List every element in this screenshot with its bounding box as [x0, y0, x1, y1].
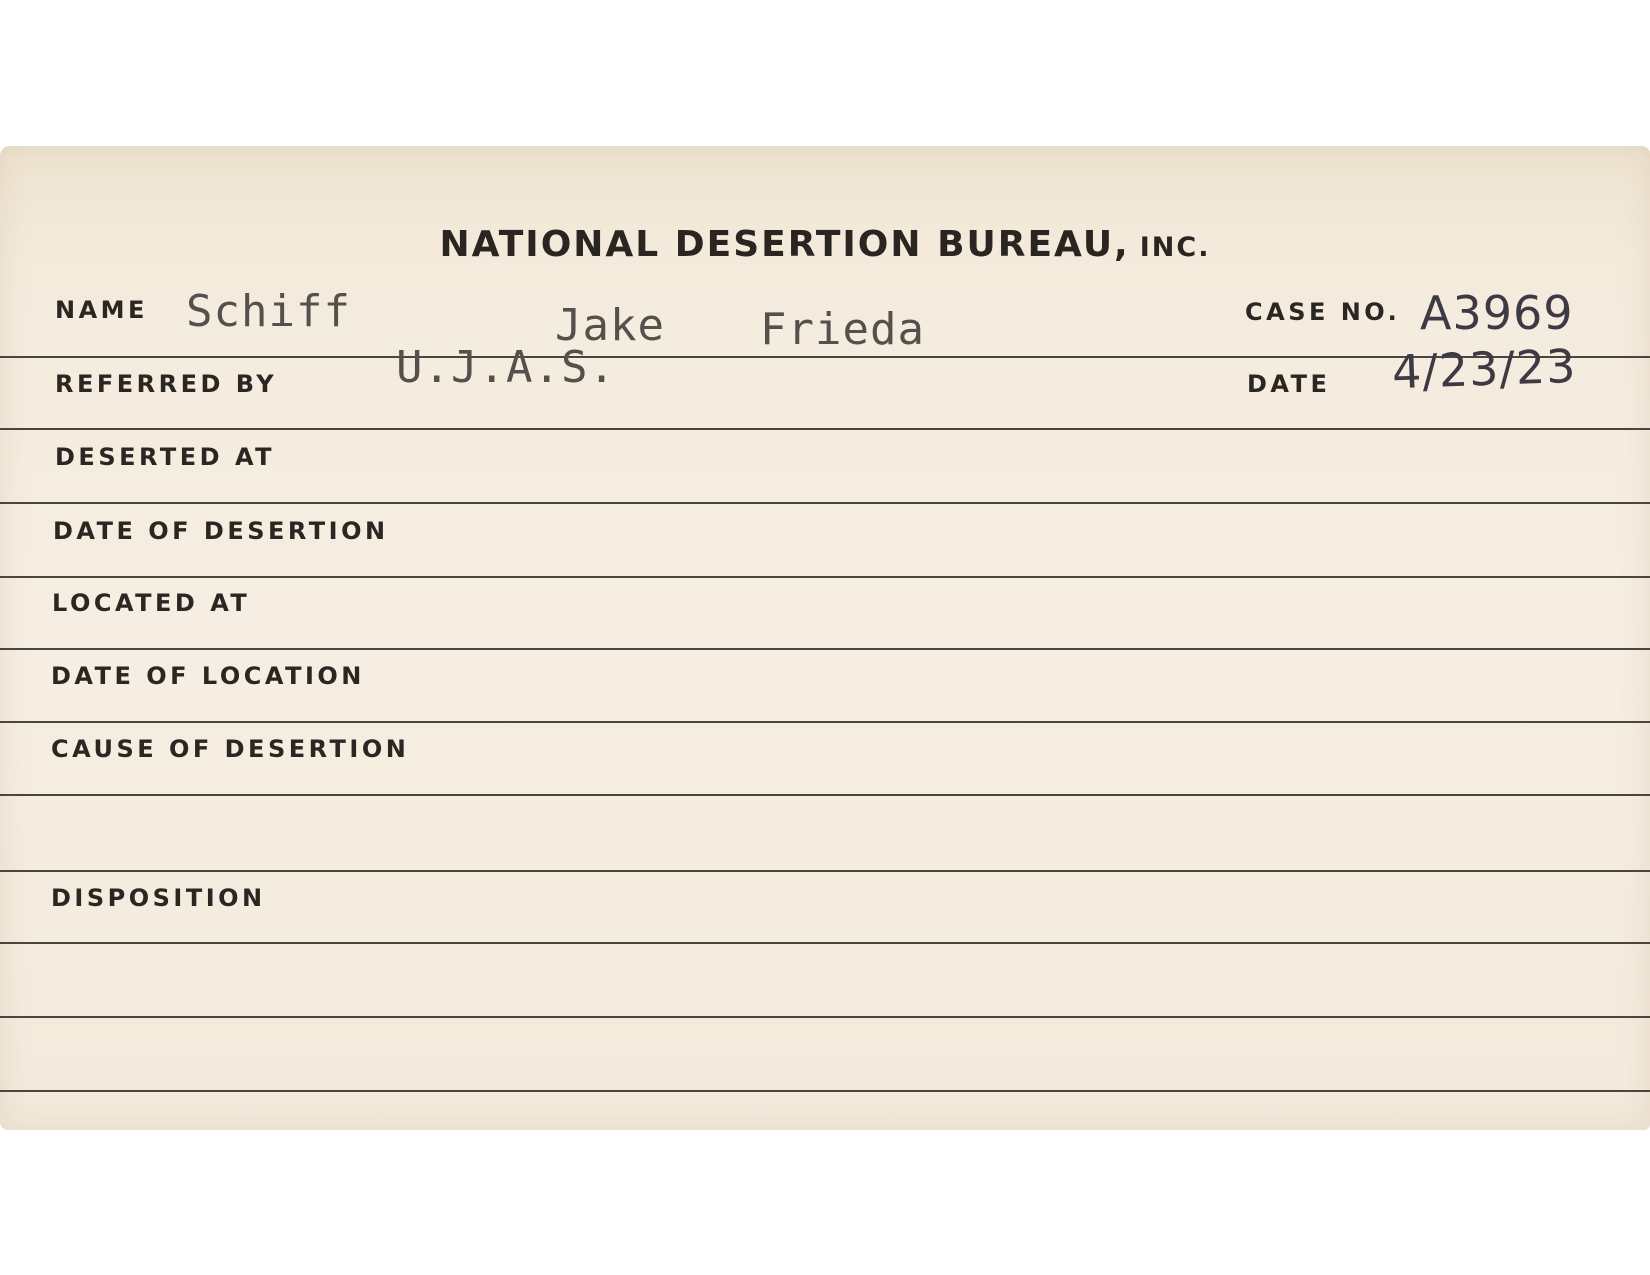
cause-of-desertion-line	[0, 794, 1650, 796]
date-of-desertion-label: DATE OF DESERTION	[53, 517, 389, 545]
cause-of-desertion-line-2	[0, 870, 1650, 872]
case-no-label: CASE NO.	[1245, 298, 1401, 326]
disposition-line-3	[0, 1090, 1650, 1092]
bureau-name: NATIONAL DESERTION BUREAU,	[439, 224, 1130, 265]
date-of-location-label: DATE OF LOCATION	[51, 662, 365, 690]
disposition-line-2	[0, 1016, 1650, 1018]
first-name-value: Jake	[555, 300, 665, 351]
deserted-at-label: DESERTED AT	[55, 443, 276, 471]
date-value: 4/23/23	[1391, 338, 1578, 400]
referred-by-line	[0, 428, 1650, 430]
bureau-suffix: INC.	[1139, 232, 1211, 263]
located-at-line	[0, 648, 1650, 650]
referred-by-value: U.J.A.S.	[396, 342, 616, 393]
cause-of-desertion-label: CAUSE OF DESERTION	[51, 735, 410, 763]
disposition-label: DISPOSITION	[51, 884, 266, 912]
referred-by-label: REFERRED BY	[55, 370, 278, 398]
name-label: NAME	[55, 296, 148, 324]
deserted-at-line	[0, 502, 1650, 504]
card-title	[0, 224, 1650, 265]
case-no-value: A3969	[1420, 286, 1574, 340]
date-of-location-line	[0, 721, 1650, 723]
surname-value: Schiff	[186, 286, 351, 337]
located-at-label: LOCATED AT	[52, 589, 251, 617]
date-label: DATE	[1247, 370, 1331, 398]
date-of-desertion-line	[0, 576, 1650, 578]
spouse-name-value: Frieda	[760, 304, 925, 355]
index-card	[0, 146, 1650, 1130]
disposition-line	[0, 942, 1650, 944]
